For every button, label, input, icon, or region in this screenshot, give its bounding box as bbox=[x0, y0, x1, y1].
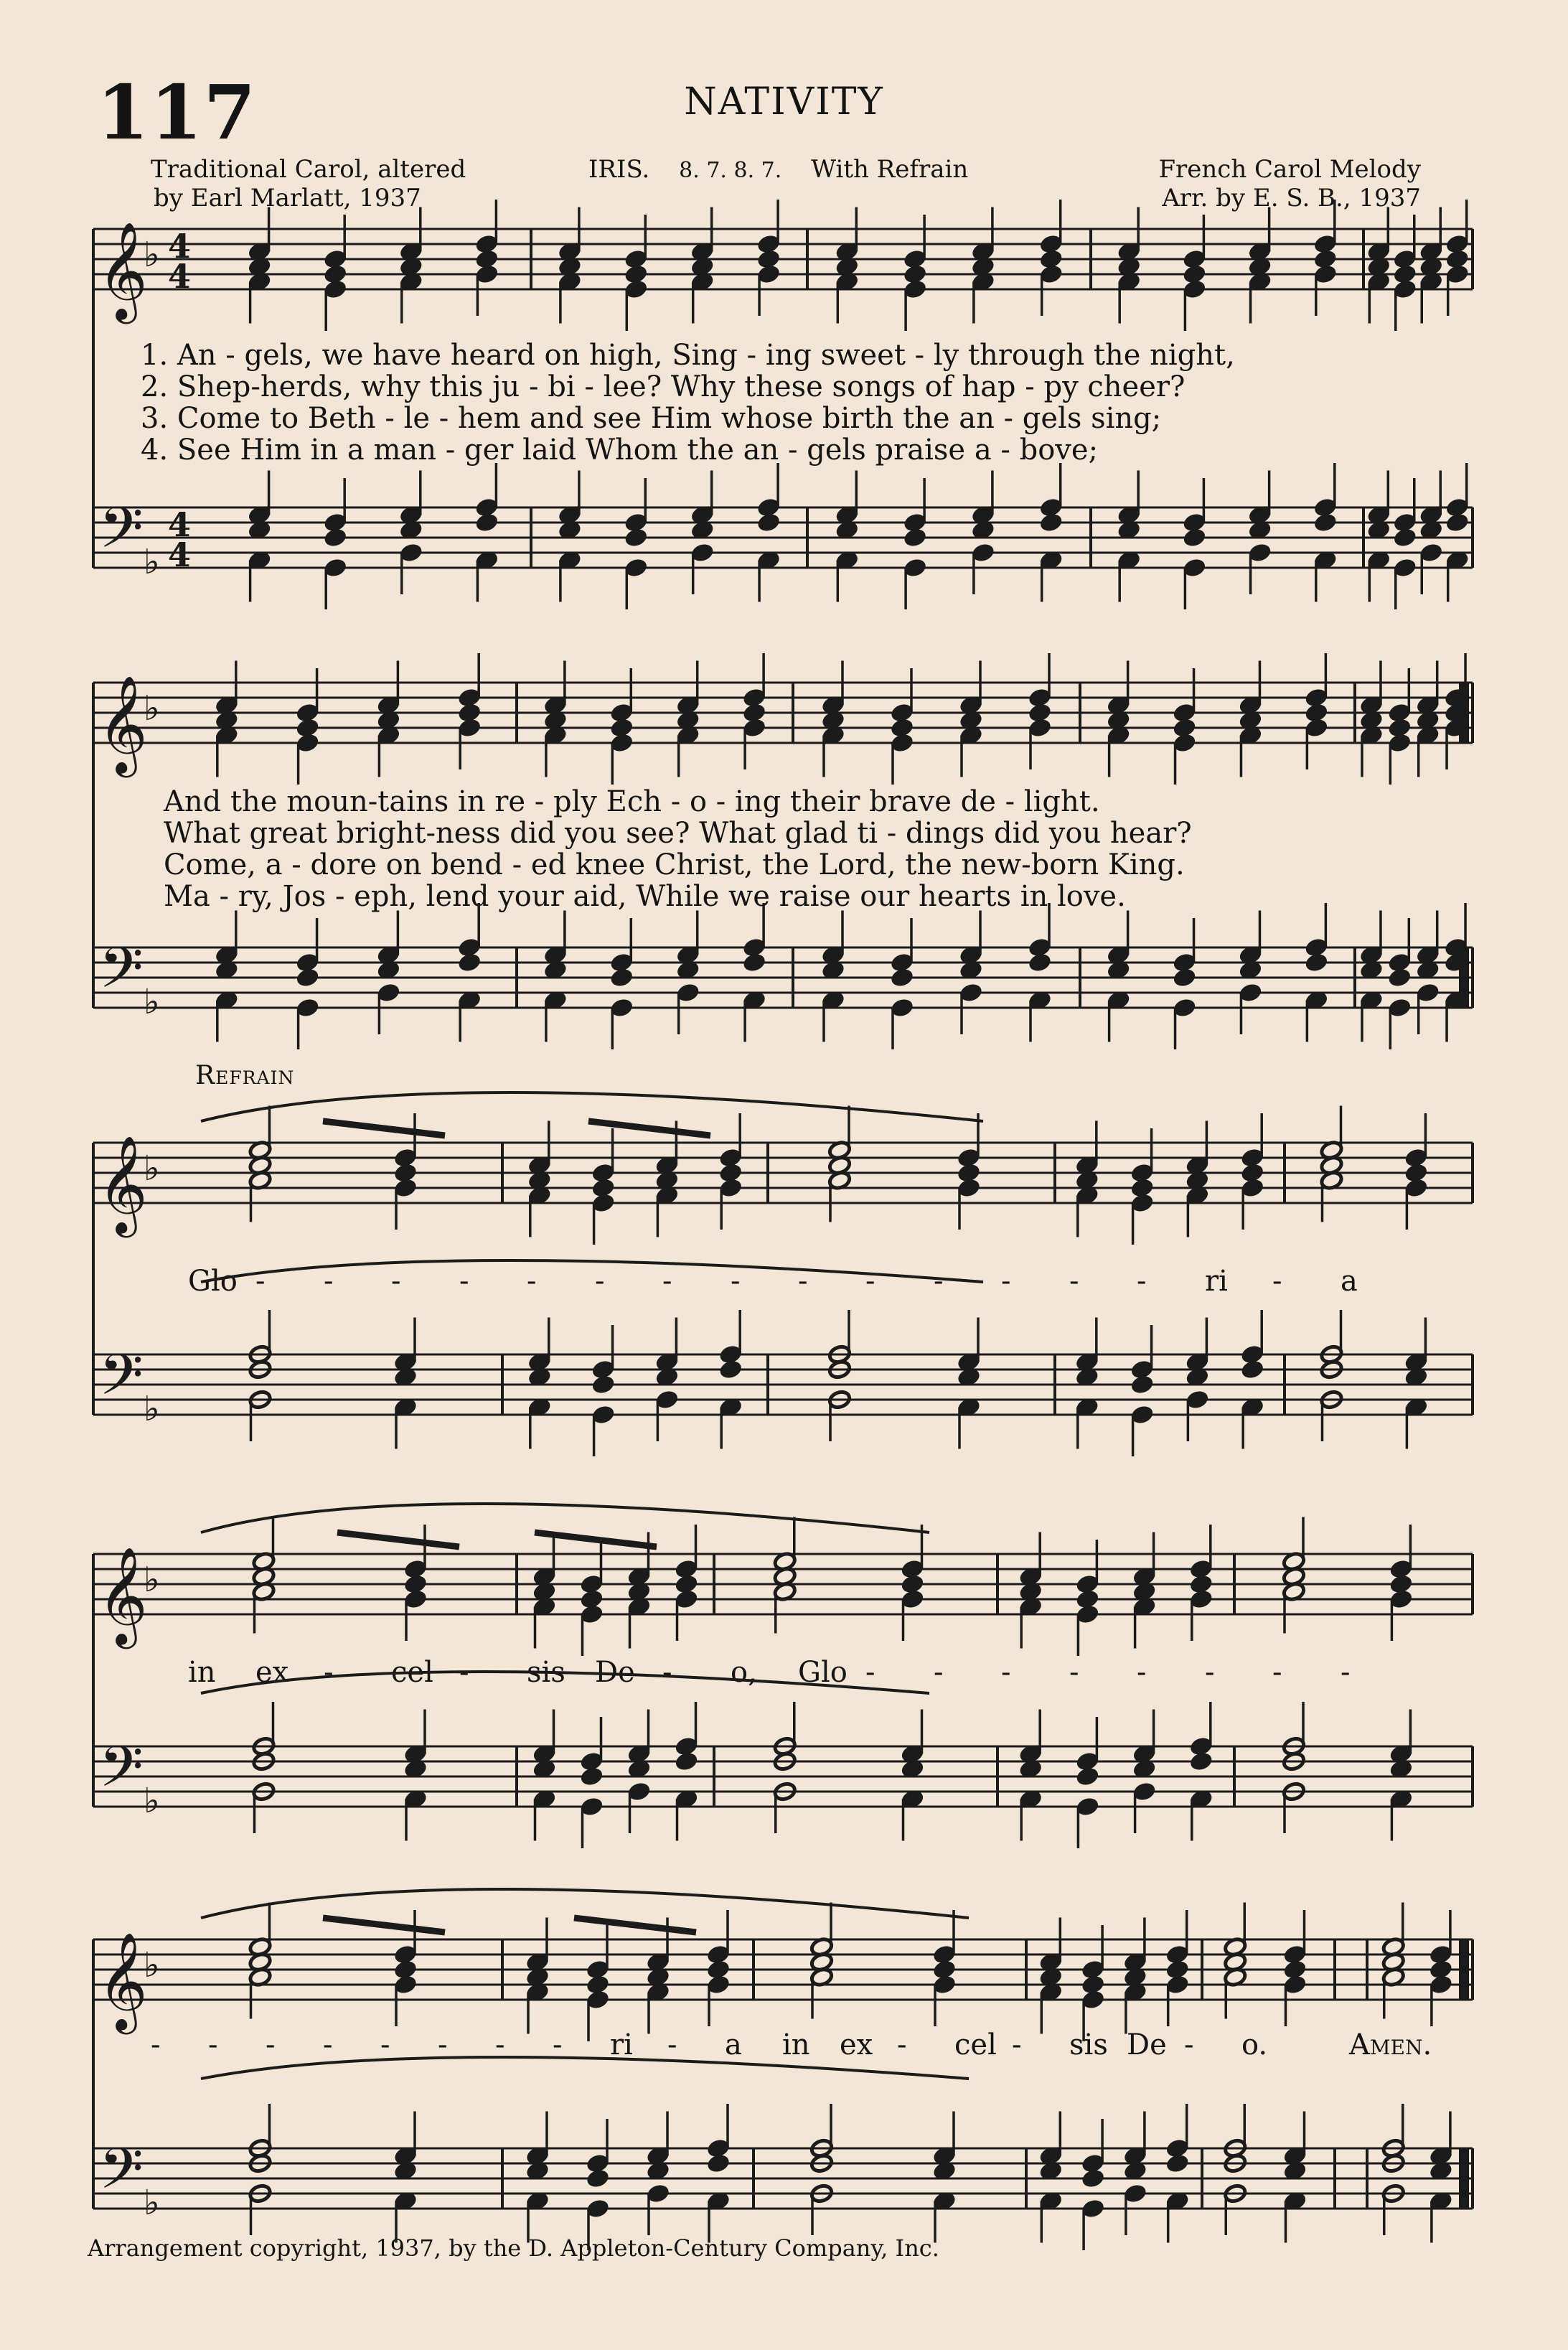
flat-icon: ♭ bbox=[144, 982, 160, 1022]
note-head bbox=[1075, 1766, 1101, 1788]
note-beam bbox=[337, 1532, 459, 1547]
flat-icon: ♭ bbox=[144, 1560, 160, 1600]
refrain-syllable: a bbox=[1341, 1265, 1358, 1298]
refrain-syllable: - bbox=[255, 1265, 266, 1298]
flat-icon: ♭ bbox=[144, 688, 160, 729]
slur bbox=[201, 2057, 969, 2079]
note-head bbox=[1027, 952, 1053, 974]
note-head bbox=[1304, 952, 1330, 974]
music-credit-line1: French Carol Melody bbox=[1158, 155, 1421, 184]
treble-staff bbox=[93, 1939, 1473, 2000]
words-credit-line1: Traditional Carol, altered bbox=[151, 155, 466, 184]
refrain-syllable: - bbox=[459, 1265, 469, 1298]
refrain-syllable: o, bbox=[731, 1656, 757, 1689]
note-head bbox=[1445, 512, 1470, 534]
time-signature-bottom: 4 bbox=[168, 535, 192, 574]
note-head bbox=[456, 952, 482, 974]
treble-clef-icon: 𝄞 bbox=[98, 1545, 148, 1644]
refrain-syllable: - bbox=[1001, 1265, 1011, 1298]
note-beam bbox=[574, 1918, 696, 1932]
hymn-title: NATIVITY bbox=[684, 80, 884, 123]
verse-line-4: 4. See Him in a man - ger laid Whom the an - gels praise a - bove; bbox=[141, 434, 1099, 467]
verse-line-6: What great bright-ness did you see? What glad ti - dings did you hear? bbox=[164, 817, 1192, 850]
refrain-syllable: ex bbox=[255, 1656, 289, 1689]
refrain-syllable: - bbox=[595, 1265, 605, 1298]
refrain-syllable: - bbox=[1205, 1656, 1215, 1689]
refrain-syllable: - bbox=[662, 1656, 672, 1689]
note-head bbox=[1165, 2153, 1191, 2175]
refrain-syllable: - bbox=[1184, 2028, 1194, 2061]
treble-clef-icon: 𝄞 bbox=[98, 674, 148, 773]
note-head bbox=[1182, 527, 1208, 549]
bass-staff bbox=[93, 1354, 1473, 1415]
bass-clef-icon: 𝄢 bbox=[99, 935, 144, 1015]
time-signature-top: 4 bbox=[168, 227, 192, 266]
bass-clef-icon: 𝄢 bbox=[99, 495, 144, 575]
refrain-syllable: De bbox=[1127, 2028, 1167, 2061]
bass-clef-icon: 𝄢 bbox=[99, 1342, 144, 1422]
refrain-syllable: - bbox=[1137, 1265, 1147, 1298]
note-head bbox=[756, 512, 781, 534]
refrain-syllable: in bbox=[782, 2028, 810, 2061]
note-head bbox=[674, 1751, 700, 1773]
verse-line-1: 1. An - gels, we have heard on high, Sing - ing sweet - ly through the night, bbox=[141, 339, 1235, 372]
note-head bbox=[705, 2153, 731, 2175]
refrain-syllable: - bbox=[731, 1265, 741, 1298]
refrain-syllable: cel bbox=[391, 1656, 433, 1689]
refrain-syllable: - bbox=[438, 2028, 448, 2061]
copyright-notice: Arrangement copyright, 1937, by the D. Appleton-Century Company, Inc. bbox=[88, 2234, 939, 2262]
refrain-syllable: ri bbox=[610, 2028, 633, 2061]
refrain-syllable: - bbox=[1069, 1656, 1079, 1689]
refrain-syllable: - bbox=[1069, 1265, 1079, 1298]
note-head bbox=[1188, 1751, 1214, 1773]
refrain-syllable: sis bbox=[527, 1656, 565, 1689]
refrain-syllable: - bbox=[459, 1656, 469, 1689]
refrain-syllable: - bbox=[324, 1265, 334, 1298]
bass-clef-icon: 𝄢 bbox=[99, 1733, 144, 1814]
flat-icon: ♭ bbox=[144, 2183, 160, 2223]
note-head bbox=[585, 2168, 611, 2190]
note-head bbox=[474, 512, 500, 534]
note-head bbox=[902, 527, 928, 549]
refrain-syllable: o. bbox=[1241, 2028, 1268, 2061]
flat-icon: ♭ bbox=[144, 1945, 160, 1985]
note-head bbox=[591, 1374, 616, 1396]
refrain-syllable: - bbox=[495, 2028, 505, 2061]
flat-icon: ♭ bbox=[144, 235, 160, 275]
flat-icon: ♭ bbox=[144, 542, 160, 582]
refrain-syllable: - bbox=[1001, 1656, 1011, 1689]
verse-line-3: 3. Come to Beth - le - hem and see Him whose birth the an - gels sing; bbox=[141, 402, 1162, 435]
refrain-syllable: - bbox=[391, 1265, 401, 1298]
meter: 8. 7. 8. 7. bbox=[679, 158, 782, 183]
note-beam bbox=[323, 1918, 445, 1932]
slur bbox=[201, 1889, 969, 1918]
tune-name: IRIS. bbox=[588, 155, 650, 184]
treble-clef-icon: 𝄞 bbox=[98, 220, 148, 319]
note-head bbox=[579, 1766, 605, 1788]
refrain-syllable: - bbox=[266, 2028, 276, 2061]
slur bbox=[201, 1260, 983, 1282]
refrain-syllable: - bbox=[553, 2028, 563, 2061]
refrain-syllable: sis bbox=[1069, 2028, 1108, 2061]
slur bbox=[201, 1092, 983, 1121]
time-signature-top: 4 bbox=[168, 505, 192, 544]
refrain-syllable: - bbox=[1272, 1656, 1282, 1689]
refrain-syllable: - bbox=[1341, 1656, 1351, 1689]
refrain-syllable: - bbox=[662, 1265, 672, 1298]
refrain-syllable: - bbox=[798, 1265, 808, 1298]
refrain-syllable: - bbox=[1272, 1265, 1282, 1298]
note-head bbox=[1392, 527, 1418, 549]
refrain-syllable: - bbox=[151, 2028, 161, 2061]
refrain-syllable: Glo bbox=[798, 1656, 848, 1689]
refrain-syllable: - bbox=[380, 2028, 390, 2061]
refrain-syllable: - bbox=[1137, 1656, 1147, 1689]
slur bbox=[201, 1672, 929, 1693]
bass-clef-icon: 𝄢 bbox=[99, 2135, 144, 2216]
flat-icon: ♭ bbox=[144, 1781, 160, 1821]
verse-line-8: Ma - ry, Jos - eph, lend your aid, While we raise our hearts in love. bbox=[164, 880, 1126, 913]
note-head bbox=[889, 967, 915, 989]
refrain-note: With Refrain bbox=[811, 155, 969, 184]
flat-icon: ♭ bbox=[144, 1389, 160, 1429]
refrain-syllable: - bbox=[323, 2028, 333, 2061]
verse-line-2: 2. Shep-herds, why this ju - bi - lee? Why these songs of hap - py cheer? bbox=[141, 370, 1186, 403]
time-signature-bottom: 4 bbox=[168, 257, 192, 296]
note-head bbox=[741, 952, 767, 974]
refrain-syllable: - bbox=[934, 1656, 944, 1689]
refrain-syllable: cel bbox=[954, 2028, 997, 2061]
refrain-syllable: - bbox=[324, 1656, 334, 1689]
note-head bbox=[623, 527, 649, 549]
refrain-syllable: ex bbox=[840, 2028, 873, 2061]
refrain-syllable: - bbox=[208, 2028, 218, 2061]
refrain-syllable: - bbox=[865, 1656, 875, 1689]
treble-clef-icon: 𝄞 bbox=[98, 1931, 148, 2030]
note-beam bbox=[323, 1121, 445, 1136]
note-head bbox=[295, 967, 321, 989]
refrain-syllable: - bbox=[1012, 2028, 1022, 2061]
verse-line-7: Come, a - dore on bend - ed knee Christ, the Lord, the new-born King. bbox=[164, 848, 1185, 881]
amen-text: Amen. bbox=[1349, 2028, 1432, 2061]
refrain-syllable: - bbox=[897, 2028, 907, 2061]
treble-clef-icon: 𝄞 bbox=[98, 1134, 148, 1233]
note-head bbox=[718, 1359, 743, 1381]
hymn-number: 117 bbox=[97, 68, 258, 156]
refrain-syllable: De bbox=[595, 1656, 635, 1689]
refrain-syllable: a bbox=[725, 2028, 742, 2061]
verse-line-5: And the moun-tains in re - ply Ech - o - ing their brave de - light. bbox=[164, 785, 1100, 818]
music-credit-line2: Arr. by E. S. B., 1937 bbox=[1162, 184, 1421, 212]
refrain-syllable: in bbox=[188, 1656, 216, 1689]
note-head bbox=[1386, 967, 1412, 989]
note-beam bbox=[588, 1121, 710, 1136]
refrain-syllable: - bbox=[865, 1265, 875, 1298]
note-head bbox=[1239, 1359, 1265, 1381]
note-head bbox=[1080, 2168, 1106, 2190]
note-head bbox=[609, 967, 634, 989]
flat-icon: ♭ bbox=[144, 1148, 160, 1189]
note-head bbox=[1130, 1374, 1155, 1396]
refrain-syllable: Glo bbox=[188, 1265, 238, 1298]
slur bbox=[201, 1504, 929, 1532]
refrain-label: Refrain bbox=[195, 1061, 295, 1090]
words-credit-line2: by Earl Marlatt, 1937 bbox=[154, 184, 421, 212]
bass-staff bbox=[93, 2148, 1473, 2209]
note-head bbox=[1172, 967, 1198, 989]
note-head bbox=[1313, 512, 1338, 534]
refrain-syllable: - bbox=[667, 2028, 677, 2061]
refrain-syllable: - bbox=[527, 1265, 537, 1298]
treble-staff bbox=[93, 1143, 1473, 1203]
note-head bbox=[1038, 512, 1064, 534]
refrain-syllable: - bbox=[934, 1265, 944, 1298]
note-head bbox=[322, 527, 348, 549]
refrain-syllable: ri bbox=[1205, 1265, 1228, 1298]
